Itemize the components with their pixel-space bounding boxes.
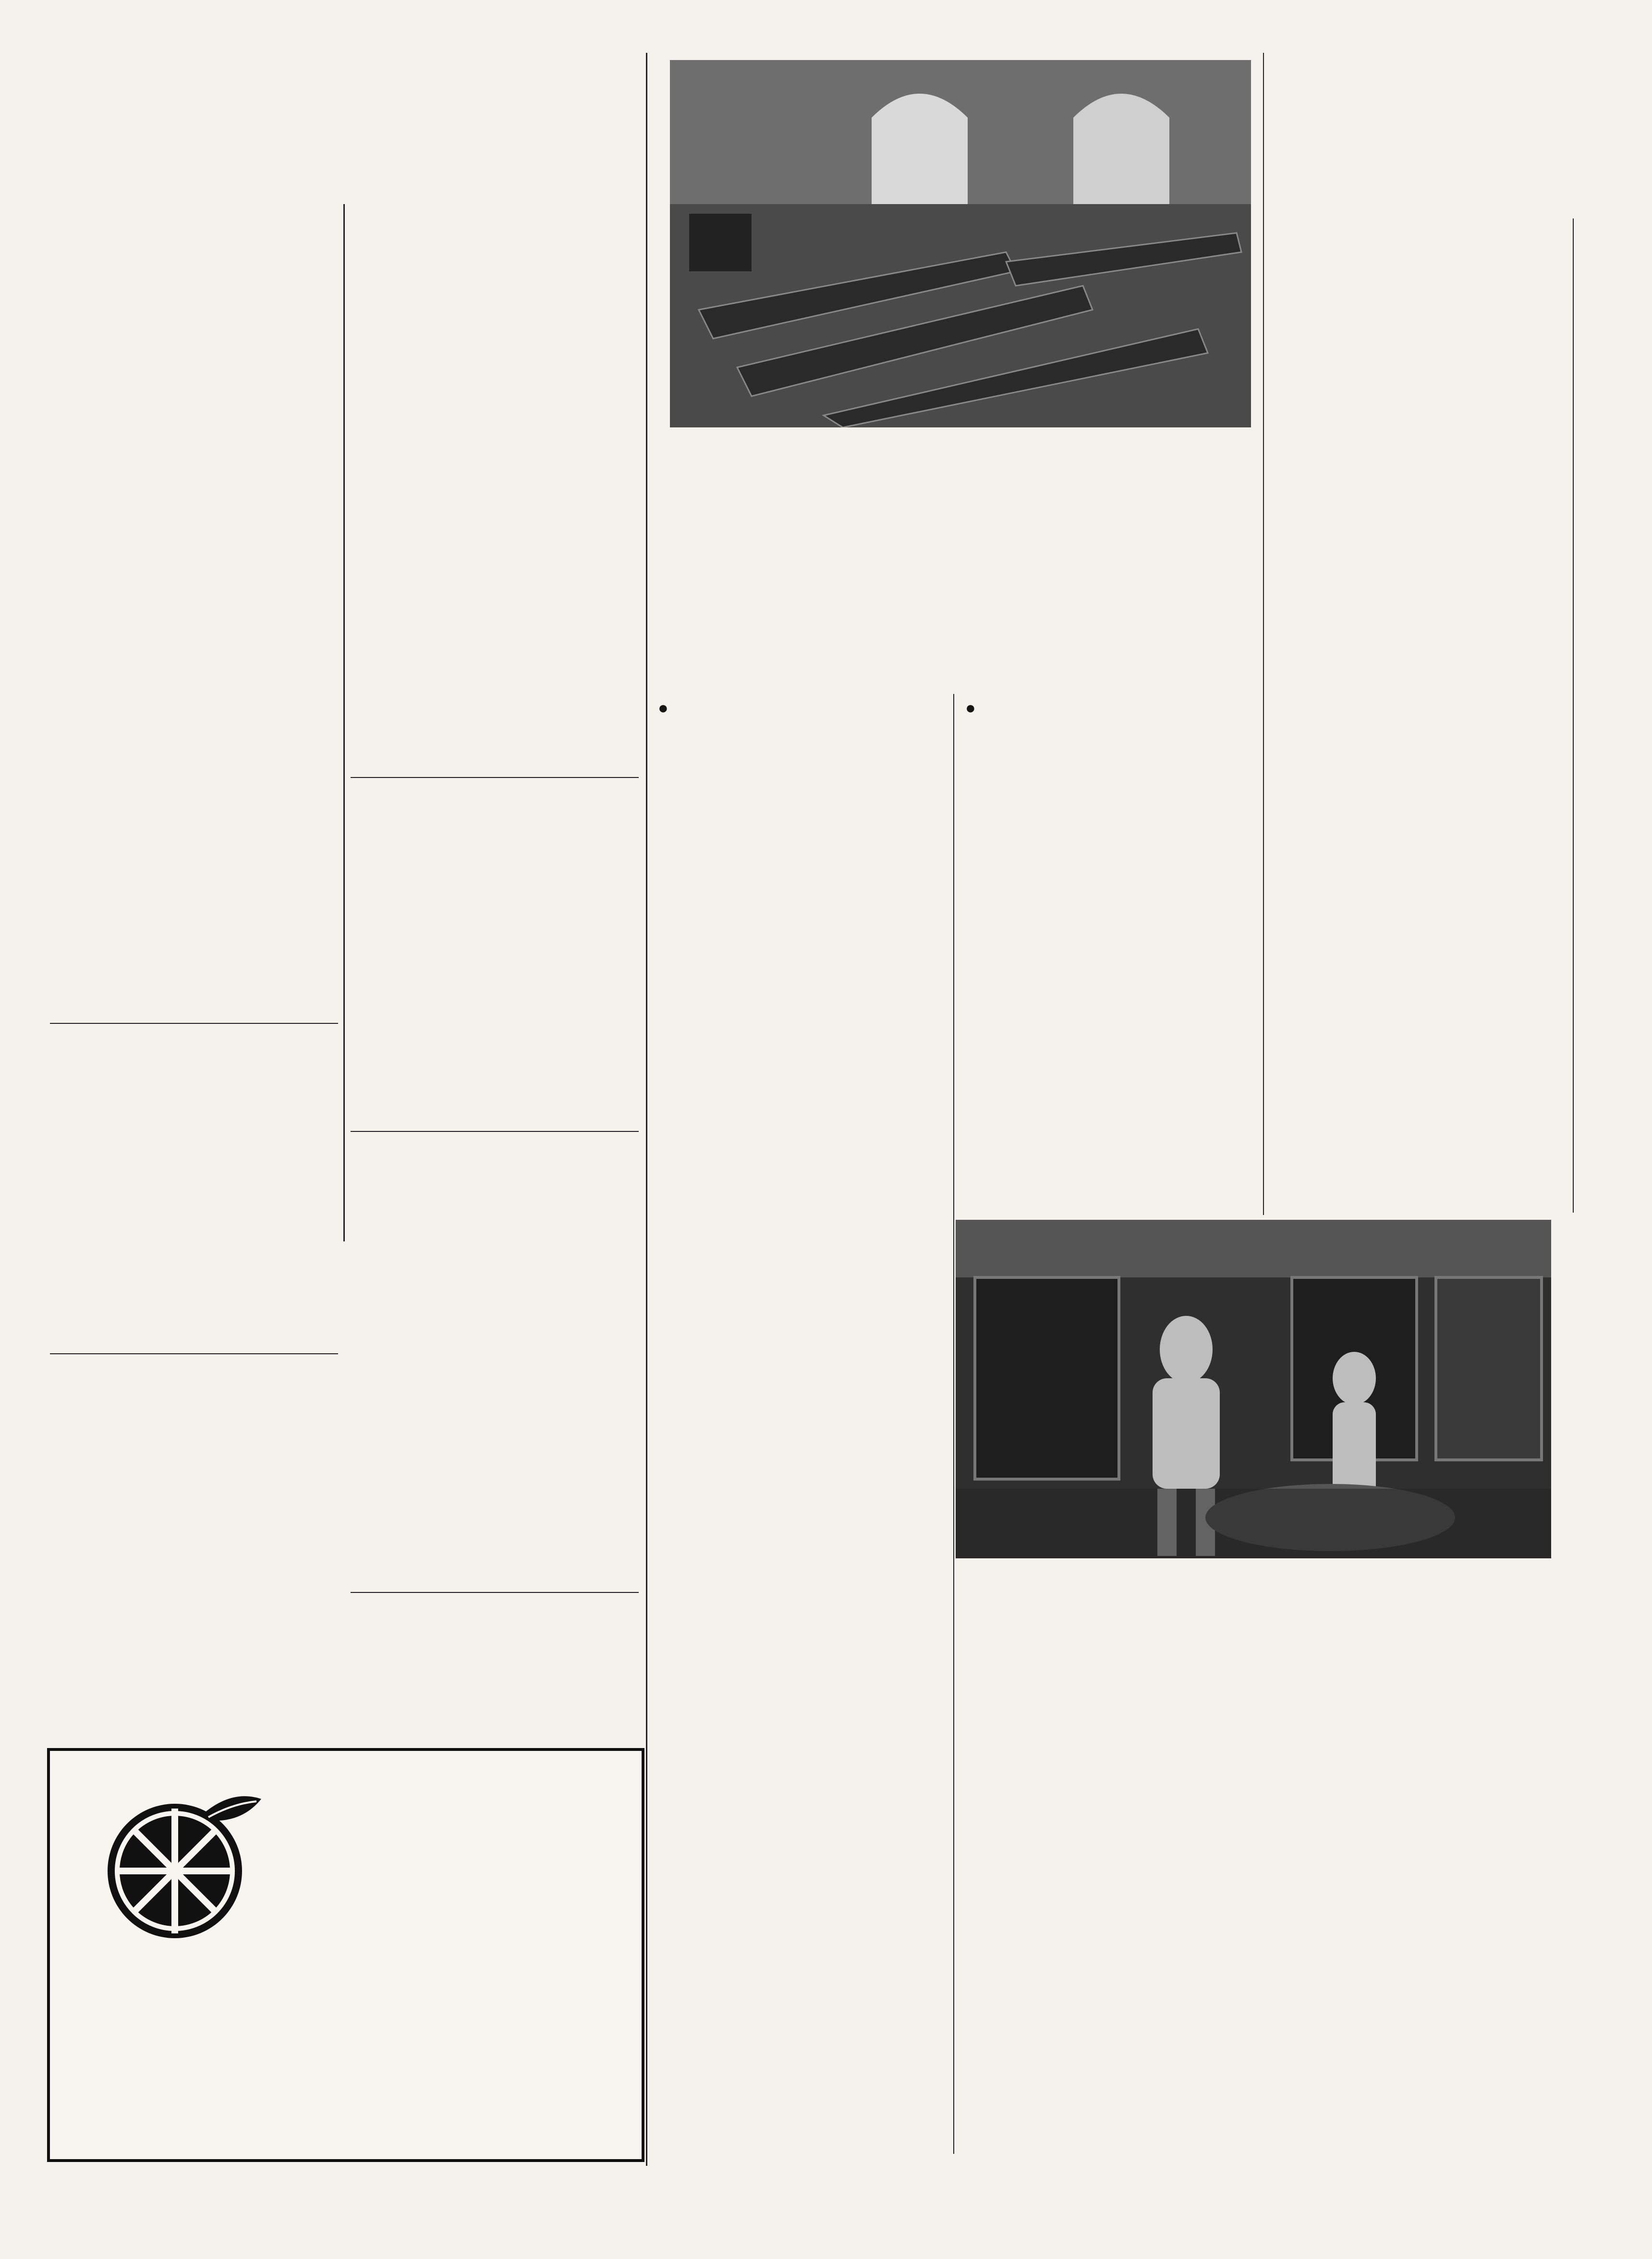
column-rule [343,204,345,1241]
cleptomania-heading: ● [658,698,668,717]
princesa-body [50,1153,338,1154]
caravana-col-b [1579,219,1652,1587]
museu-col-a [653,694,941,719]
vera-cruz-body [351,1638,639,1639]
guine-body [50,504,338,505]
arranjo-body-right [351,204,639,205]
divider [50,1023,338,1024]
divider [351,777,639,778]
visitantes-heading: ● [965,698,976,717]
divider [351,1592,639,1593]
armour-photo [956,1220,1551,1558]
grill-florida-ad [47,1748,644,2162]
column-rule [1263,53,1264,1215]
column-rule [953,694,954,2154]
divider [50,1353,338,1354]
divider [351,1131,639,1132]
museu-col-b [960,694,1249,719]
caravana-col-a [1273,219,1566,221]
feridos-body [50,1448,338,1449]
orange-icon [88,1780,280,1943]
arranjo-body-left [50,204,338,205]
irmaos-body [351,1313,639,1314]
ministro-body [351,910,639,911]
museu-col-c [960,1602,1249,1603]
column-rule [1573,219,1574,1213]
column-rule [646,53,647,2166]
cannons-photo [670,60,1251,427]
